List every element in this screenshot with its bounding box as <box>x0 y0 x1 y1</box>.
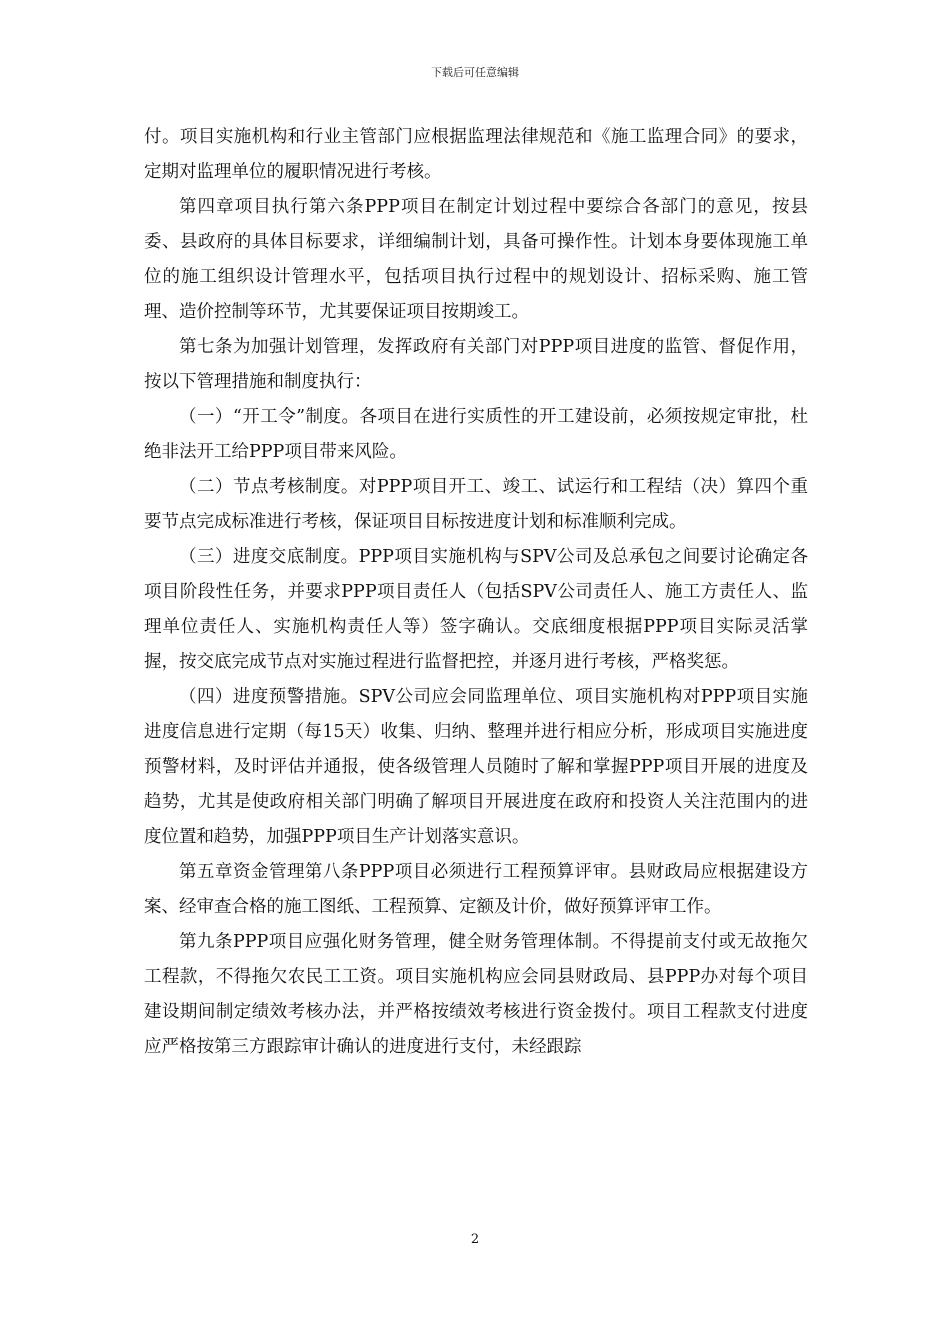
paragraph-item-2: （二）节点考核制度。对PPP项目开工、竣工、试运行和工程结（决）算四个重要节点完成标准进行考核，保证项目目标按进度计划和标准顺利完成。 <box>144 477 808 532</box>
paragraph-item-3: （三）进度交底制度。PPP项目实施机构与SPV公司及总承包之间要讨论确定各项目阶段性任务，并要求PPP项目责任人（包括SPV公司责任人、施工方责任人、监理单位责任人、实施机构责任人等）签字确认。交底细度根据PPP项目实际灵活掌握，按交底完成节点对实施过程进行监督把控，并逐月进行考核，严格奖惩。 <box>144 547 808 672</box>
paragraph-chapter-5-article-8: 第五章资金管理第八条PPP项目必须进行工程预算评审。县财政局应根据建设方案、经审查合格的施工图纸、工程预算、定额及计价，做好预算评审工作。 <box>144 862 808 917</box>
paragraph-continuation: 付。项目实施机构和行业主管部门应根据监理法律规范和《施工监理合同》的要求，定期对监理单位的履职情况进行考核。 <box>144 127 808 182</box>
paragraph-item-4: （四）进度预警措施。SPV公司应会同监理单位、项目实施机构对PPP项目实施进度信息进行定期（每15天）收集、归纳、整理并进行相应分析，形成项目实施进度预警材料，及时评估并通报，使各级管理人员随时了解和掌握PPP项目开展的进度及趋势，尤其是使政府相关部门明确了解项目开展进度在政府和投资人关注范围内的进度位置和趋势，加强PPP项目生产计划落实意识。 <box>144 687 808 847</box>
page-header: 下载后可任意编辑 <box>431 66 519 79</box>
page-number: 2 <box>470 1232 480 1247</box>
paragraph-article-9: 第九条PPP项目应强化财务管理，健全财务管理体制。不得提前支付或无故拖欠工程款，不得拖欠农民工工资。项目实施机构应会同县财政局、县PPP办对每个项目建设期间制定绩效考核办法，并严格按绩效考核进行资金拨付。项目工程款支付进度应严格按第三方跟踪审计确认的进度进行支付，未经跟踪 <box>144 932 808 1057</box>
paragraph-article-7: 第七条为加强计划管理，发挥政府有关部门对PPP项目进度的监管、督促作用，按以下管理措施和制度执行： <box>144 337 808 392</box>
document-body <box>144 120 808 1065</box>
paragraph-chapter-4-article-6: 第四章项目执行第六条PPP项目在制定计划过程中要综合各部门的意见，按县委、县政府的具体目标要求，详细编制计划，具备可操作性。计划本身要体现施工单位的施工组织设计管理水平，包括项目执行过程中的规划设计、招标采购、施工管理、造价控制等环节，尤其要保证项目按期竣工。 <box>144 197 808 322</box>
paragraph-item-1: （一）“开工令”制度。各项目在进行实质性的开工建设前，必须按规定审批，杜绝非法开工给PPP项目带来风险。 <box>144 407 808 462</box>
